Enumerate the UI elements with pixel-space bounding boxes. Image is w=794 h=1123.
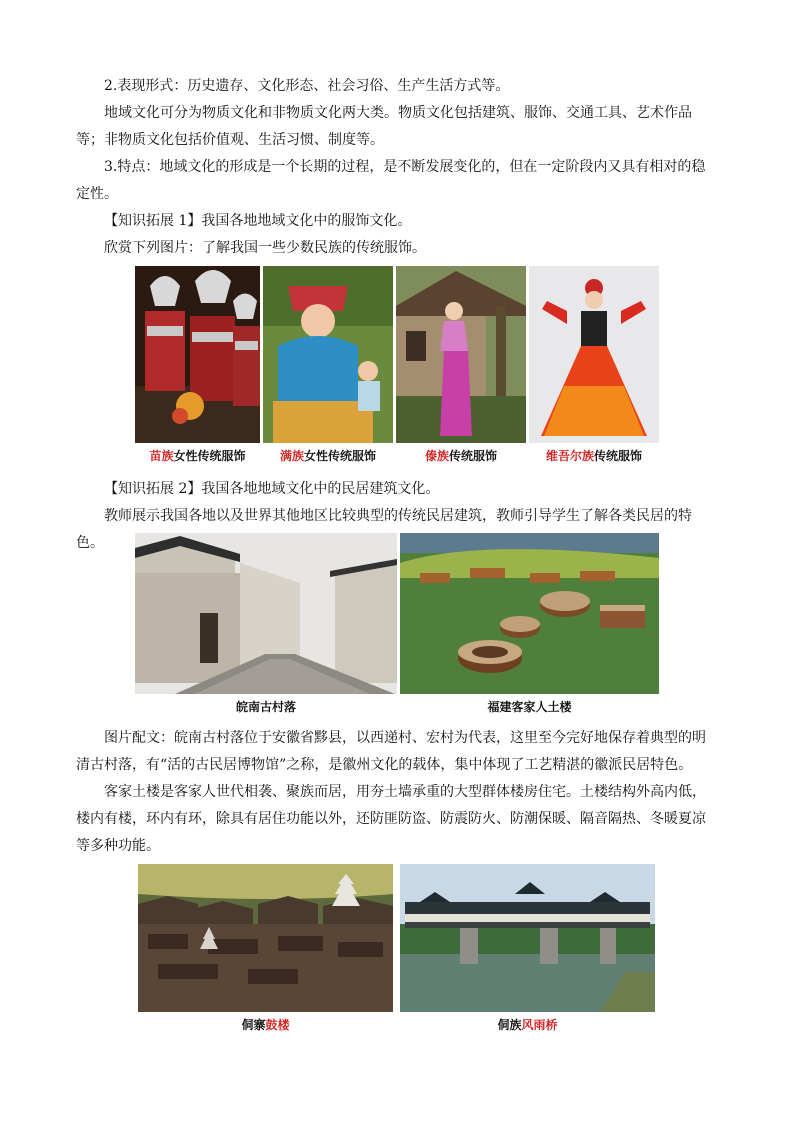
caption-wannan: 皖南古村落 (235, 700, 296, 714)
caption-tulou: 福建客家人土楼 (487, 700, 572, 714)
caption-wind-rain-bridge: 侗族风雨桥 (497, 1018, 558, 1032)
miao-costume-photo (135, 266, 260, 443)
dong-village-drum-tower-photo (138, 864, 393, 1012)
para-wannan-description: 图片配文：皖南古村落位于安徽省黟县，以西递村、宏村为代表，这里至今完好地保存着典型的明清古村落，有“活的古民居博物馆”之称，是徽州文化的载体，集中体现了工艺精湛的徽派民居特色。 (76, 730, 706, 773)
manchu-costume-photo (263, 266, 393, 443)
para-characteristics: 3.特点：地域文化的形成是一个长期的过程，是不断发展变化的，但在一定阶段内又具有相对的稳定性。 (76, 159, 706, 202)
caption-dai: 傣族传统服饰 (424, 449, 498, 463)
dong-wind-rain-bridge-photo (400, 864, 655, 1012)
caption-dong-village: 侗寨鼓楼 (241, 1018, 290, 1032)
caption-manchu: 满族女性传统服饰 (279, 449, 377, 463)
para-expression-forms: 2.表现形式：历史遗存、文化形态、社会习俗、生产生活方式等。 (104, 78, 510, 94)
wannan-village-photo (135, 533, 397, 694)
caption-miao: 苗族女性传统服饰 (149, 449, 246, 463)
para-teacher-shows: 教师展示我国各地以及世界其他地区比较典型的传统民居建筑，教师引导学生了解各类民居的特色。 (76, 508, 692, 551)
para-appreciate-costumes: 欣赏下列图片：了解我国一些少数民族的传统服饰。 (104, 240, 426, 256)
dai-costume-photo (396, 266, 526, 443)
caption-uyghur: 维吾尔族传统服饰 (545, 449, 643, 463)
para-tulou-description: 客家土楼是客家人世代相袭、聚族而居，用夯土墙承重的大型群体楼房住宅。土楼结构外高内低，楼内有楼，环内有环，除具有居住功能以外，还防匪防盗、防震防火、防潮保暖、隔音隔热、冬暖夏凉等多种功能。 (76, 784, 706, 854)
para-culture-types: 地域文化可分为物质文化和非物质文化两大类。物质文化包括建筑、服饰、交通工具、艺术作品等；非物质文化包括价值观、生活习惯、制度等。 (76, 105, 692, 148)
heading-extension-2: 【知识拓展 2】我国各地地域文化中的民居建筑文化。 (104, 481, 440, 497)
fujian-tulou-photo (400, 533, 659, 694)
heading-extension-1: 【知识拓展 1】我国各地地域文化中的服饰文化。 (104, 213, 412, 229)
uyghur-costume-photo (529, 266, 659, 443)
